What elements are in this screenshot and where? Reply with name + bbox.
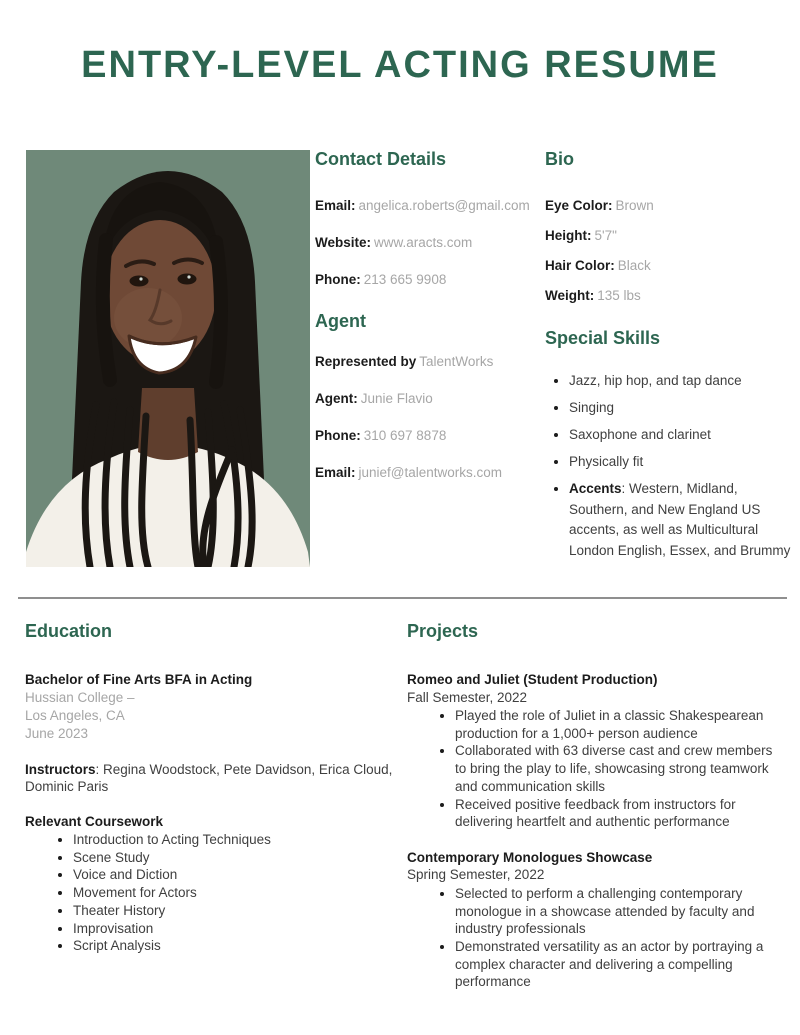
bio-heading: Bio <box>545 149 574 169</box>
agent-heading: Agent <box>315 311 366 331</box>
project-entry <box>407 671 787 831</box>
education-section <box>25 620 393 955</box>
project-bullet-list <box>407 707 787 831</box>
education-heading: Education <box>25 621 113 641</box>
bio-hair-color-row: Hair Color: Black <box>545 258 651 273</box>
headshot-illustration <box>26 150 310 567</box>
contact-website-row: Website: www.aracts.com <box>315 235 473 250</box>
education-school-line: June 2023 <box>25 725 89 741</box>
contact-phone-row: Phone: 213 665 9908 <box>315 272 447 287</box>
page-title: ENTRY-LEVEL ACTING RESUME <box>81 44 719 86</box>
education-instructors: Instructors: Regina Woodstock, Pete Davidson, Erica Cloud, Dominic Paris <box>25 761 393 794</box>
special-skills-list <box>545 371 793 561</box>
skill-item-accents: • Accents: Western, Midland, Southern, and New England US accents, as well as Multicultural London English, Essex, and Brummy <box>569 479 793 561</box>
coursework-item: • Script Analysis <box>73 937 393 955</box>
project-bullet: • Played the role of Juliet in a classic Shakespearean production for a 1,000+ person audience <box>455 707 787 742</box>
agent-name-row: Agent: Junie Flavio <box>315 391 433 406</box>
coursework-item: • Theater History <box>73 902 393 920</box>
bio-skills-column <box>545 148 793 561</box>
project-title: Contemporary Monologues Showcase <box>407 849 653 865</box>
projects-section <box>407 620 787 991</box>
project-bullet: • Collaborated with 63 diverse cast and crew members to bring the play to life, showcasing strong teamwork and communication skills <box>455 742 787 795</box>
skill-item: • Jazz, hip hop, and tap dance <box>569 371 793 392</box>
bio-weight-row: Weight: 135 lbs <box>545 288 641 303</box>
coursework-heading: Relevant Coursework <box>25 813 164 829</box>
projects-heading: Projects <box>407 621 479 641</box>
contact-details-heading: Contact Details <box>315 149 447 169</box>
project-entry <box>407 849 787 991</box>
coursework-item: • Voice and Diction <box>73 866 393 884</box>
skill-item: • Saxophone and clarinet <box>569 425 793 446</box>
project-subtitle: Fall Semester, 2022 <box>407 689 528 705</box>
agent-phone-row: Phone: 310 697 8878 <box>315 428 447 443</box>
education-school-line: Hussian College – <box>25 689 135 705</box>
bio-height-row: Height: 5'7" <box>545 228 617 243</box>
section-divider <box>18 597 787 599</box>
education-degree: Bachelor of Fine Arts BFA in Acting <box>25 672 253 687</box>
education-school <box>25 689 393 743</box>
project-bullet: • Demonstrated versatility as an actor by portraying a complex character and delivering a compelling performance <box>455 938 787 991</box>
coursework-item: • Movement for Actors <box>73 884 393 902</box>
bio-eye-color-row: Eye Color: Brown <box>545 198 654 213</box>
special-skills-heading: Special Skills <box>545 328 661 348</box>
coursework-list <box>25 831 393 955</box>
skill-item: • Singing <box>569 398 793 419</box>
coursework-item: • Scene Study <box>73 849 393 867</box>
agent-represented-row: Represented by TalentWorks <box>315 354 494 369</box>
agent-email-row: Email: junief@talentworks.com <box>315 465 503 480</box>
project-bullet-list <box>407 885 787 991</box>
coursework-item: • Improvisation <box>73 920 393 938</box>
contact-agent-column <box>315 148 533 480</box>
skill-item: • Physically fit <box>569 452 793 473</box>
coursework-item: • Introduction to Acting Techniques <box>73 831 393 849</box>
contact-email-row: Email: angelica.roberts@gmail.com <box>315 198 530 213</box>
education-school-line: Los Angeles, CA <box>25 707 125 723</box>
project-bullet: • Received positive feedback from instructors for delivering heartfelt and authentic performance <box>455 796 787 831</box>
project-subtitle: Spring Semester, 2022 <box>407 867 545 883</box>
project-title: Romeo and Juliet (Student Production) <box>407 672 658 687</box>
headshot-photo <box>26 150 310 567</box>
project-bullet: • Selected to perform a challenging contemporary monologue in a showcase attended by faculty and industry professionals <box>455 885 787 938</box>
